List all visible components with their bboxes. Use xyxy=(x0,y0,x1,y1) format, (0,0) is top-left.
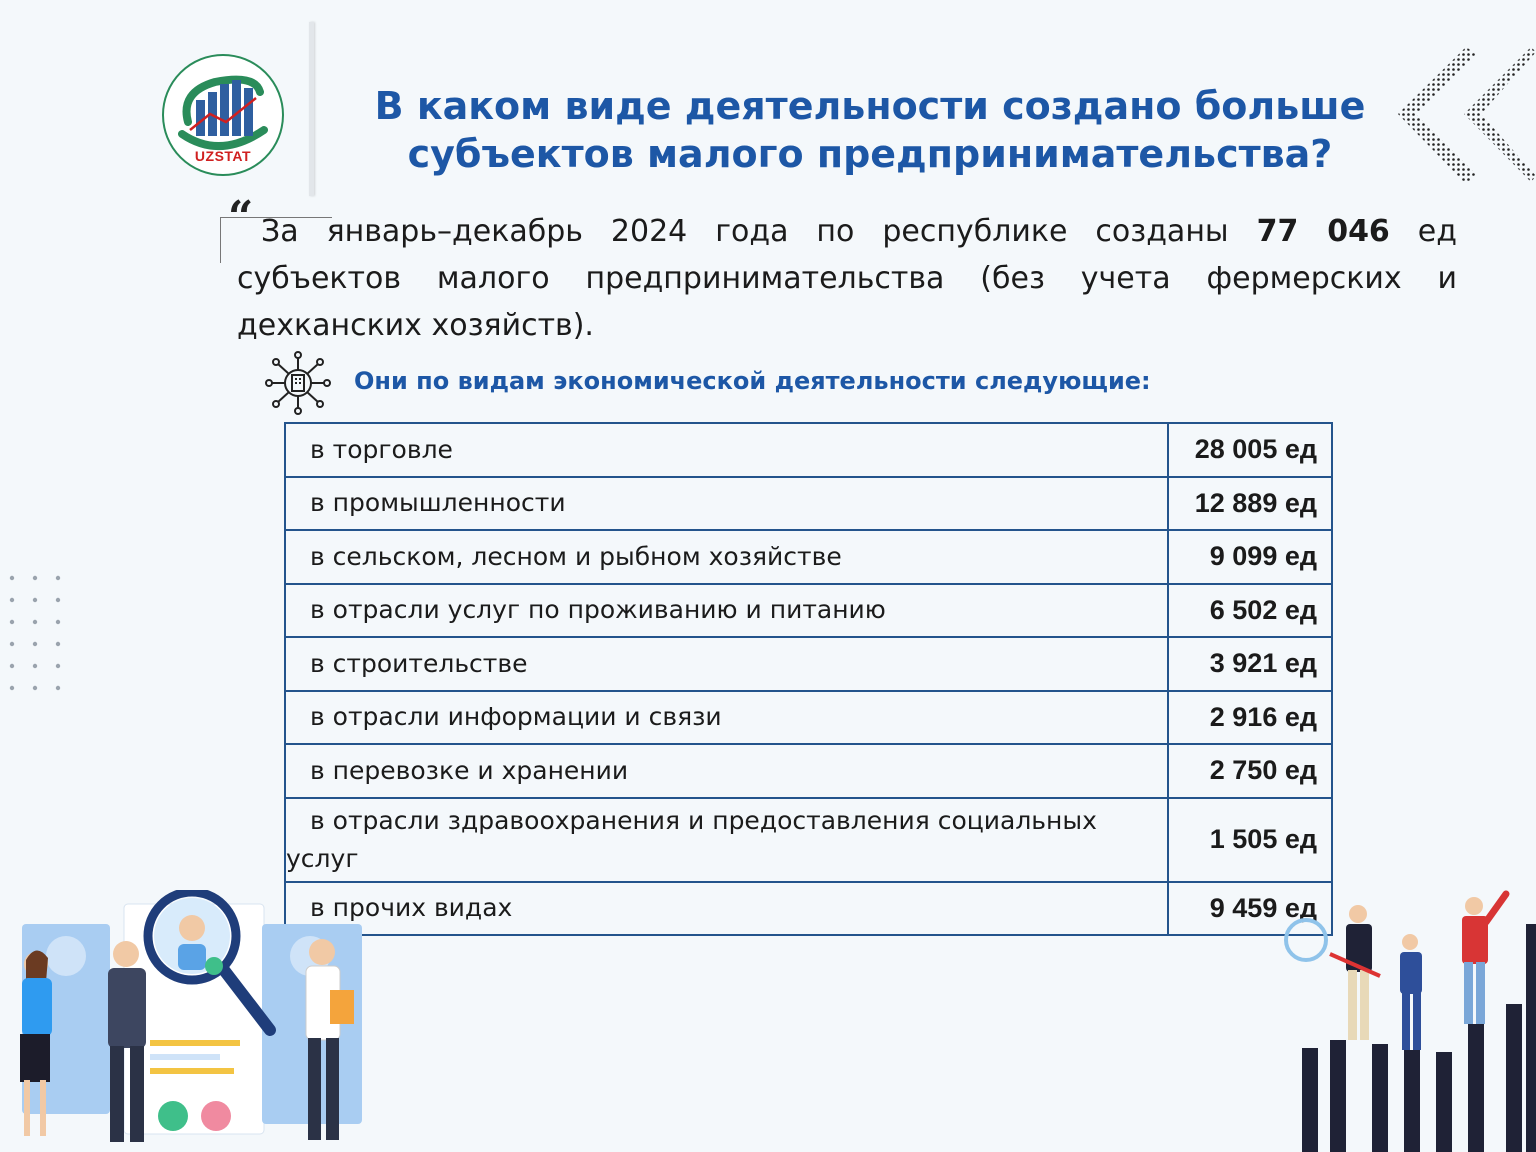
table-row xyxy=(285,882,1332,936)
header-divider xyxy=(309,22,314,196)
activity-label: в строительстве xyxy=(285,637,1168,691)
intro-text-end: ед субъектов малого предпринимательства (без учета фермерских и дехканских хозяйств). xyxy=(237,214,1457,343)
activity-value: 1 505 ед xyxy=(1168,798,1332,882)
title-line-2: субъектов малого предпринимательства? xyxy=(407,132,1333,176)
activity-value: 6 502 ед xyxy=(1168,584,1332,638)
table-row xyxy=(285,477,1332,531)
quote-frame-line xyxy=(220,217,221,263)
recruitment-illustration xyxy=(0,890,370,1152)
activity-label: в перевозке и хранении xyxy=(285,744,1168,798)
intro-paragraph xyxy=(237,208,1457,349)
chevron-pattern-decoration xyxy=(1396,42,1536,192)
activity-value: 3 921 ед xyxy=(1168,637,1332,691)
activity-table xyxy=(284,422,1333,936)
table-row xyxy=(285,691,1332,745)
logo-text: UZSTAT xyxy=(194,148,252,164)
activity-label: в сельском, лесном и рыбном хозяйстве xyxy=(285,530,1168,584)
activity-value: 9 099 ед xyxy=(1168,530,1332,584)
activity-value: 9 459 ед xyxy=(1168,882,1332,936)
table-row xyxy=(285,637,1332,691)
table-row xyxy=(285,530,1332,584)
activity-label: в промышленности xyxy=(285,477,1168,531)
activity-label: в отрасли здравоохранения и предоставления социальных услуг xyxy=(285,798,1168,882)
activity-value: 2 916 ед xyxy=(1168,691,1332,745)
title-line-1: В каком виде деятельности создано больше xyxy=(374,84,1366,128)
activity-label: в отрасли услуг по проживанию и питанию xyxy=(285,584,1168,638)
dot-grid-decoration xyxy=(8,574,68,694)
activity-label: в торговле xyxy=(285,423,1168,477)
page-title xyxy=(330,82,1410,178)
activity-value: 2 750 ед xyxy=(1168,744,1332,798)
table-heading: Они по видам экономической деятельности следующие: xyxy=(354,367,1151,395)
table-row xyxy=(285,423,1332,477)
table-row xyxy=(285,584,1332,638)
activity-value: 12 889 ед xyxy=(1168,477,1332,531)
activity-label: в прочих видах xyxy=(285,882,1168,936)
intro-total: 77 046 xyxy=(1256,214,1390,249)
quote-mark-icon: “ xyxy=(228,192,254,243)
table-row xyxy=(285,744,1332,798)
activity-label: в отрасли информации и связи xyxy=(285,691,1168,745)
activity-value: 28 005 ед xyxy=(1168,423,1332,477)
network-building-icon xyxy=(263,350,333,416)
table-row xyxy=(285,798,1332,882)
growth-chart-illustration xyxy=(1280,880,1536,1152)
intro-text-start: За январь–декабрь 2024 года по республике созданы xyxy=(261,214,1257,249)
